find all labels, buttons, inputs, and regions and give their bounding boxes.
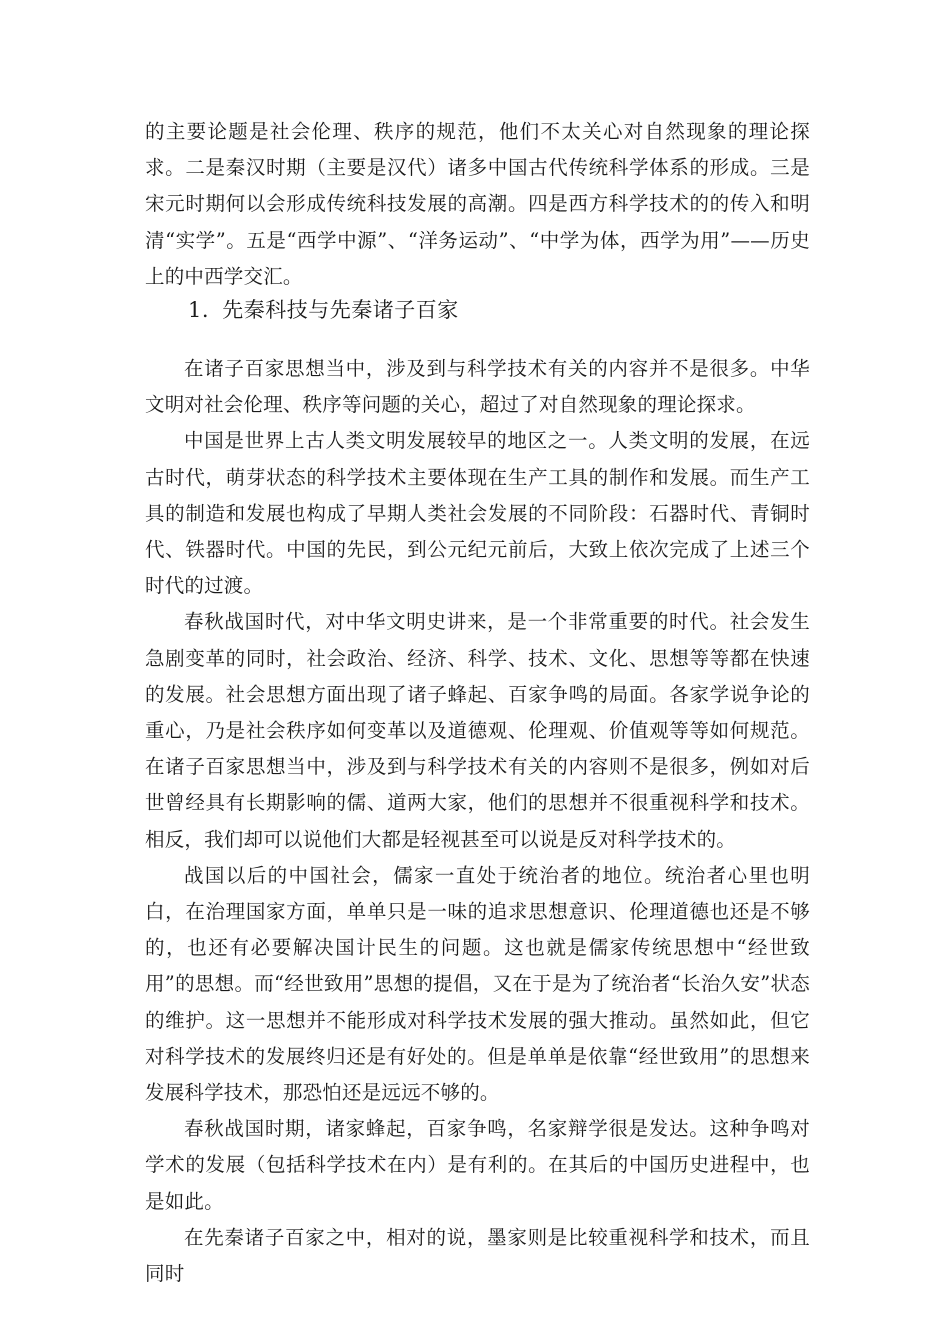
paragraph: 春秋战国时代，对中华文明史讲来，是一个非常重要的时代。社会发生急剧变革的同时，社会政治、经济、科学、技术、文化、思想等等都在快速的发展。社会思想方面出现了诸子蜂起、百家争鸣的局面。各家学说争论的重心，乃是社会秩序如何变革以及道德观、伦理观、价值观等等如何规范。在诸子百家思想当中，涉及到与科学技术有关的内容则不是很多，例如对后世曾经具有长期影响的儒、道两大家，他们的思想并不很重视科学和技术。相反，我们却可以说他们大都是轻视甚至可以说是反对科学技术的。	[145, 610, 810, 851]
paragraph: 春秋战国时期，诸家蜂起，百家争鸣，名家辩学很是发达。这种争鸣对学术的发展（包括科学技术在内）是有利的。在其后的中国历史进程中，也是如此。	[145, 1117, 810, 1213]
section-heading	[188, 290, 459, 330]
intro-paragraph-block	[145, 114, 810, 295]
paragraph: 在先秦诸子百家之中，相对的说，墨家则是比较重视科学和技术，而且同时	[145, 1225, 810, 1286]
paragraph: 中国是世界上古人类文明发展较早的地区之一。人类文明的发展，在远古时代，萌芽状态的科学技术主要体现在生产工具的制作和发展。而生产工具的制造和发展也构成了早期人类社会发展的不同阶段：石器时代、青铜时代、铁器时代。中国的先民，到公元纪元前后，大致上依次完成了上述三个时代的过渡。	[145, 429, 810, 598]
intro-paragraph: 的主要论题是社会伦理、秩序的规范，他们不太关心对自然现象的理论探求。二是秦汉时期（主要是汉代）诸多中国古代传统科学体系的形成。三是宋元时期何以会形成传统科技发展的高潮。四是西方科学技术的的传入和明清“实学”。五是“西学中源”、“洋务运动”、“中学为体，西学为用”——历史上的中西学交汇。	[145, 120, 810, 288]
body-text	[145, 351, 810, 1292]
paragraph: 在诸子百家思想当中，涉及到与科学技术有关的内容并不是很多。中华文明对社会伦理、秩序等问题的关心，超过了对自然现象的理论探求。	[145, 357, 810, 417]
section-title: 先秦科技与先秦诸子百家	[222, 298, 459, 322]
section-number: 1.	[188, 298, 210, 322]
paragraph: 战国以后的中国社会，儒家一直处于统治者的地位。统治者心里也明白，在治理国家方面，单单只是一味的追求思想意识、伦理道德也还是不够的，也还有必要解决国计民生的问题。这也就是儒家传统思想中“经世致用”的思想。而“经世致用”思想的提倡，又在于是为了统治者“长治久安”状态的维护。这一思想并不能形成对科学技术发展的强大推动。虽然如此，但它对科学技术的发展终归还是有好处的。但是单单是依靠“经世致用”的思想来发展科学技术，那恐怕还是远远不够的。	[145, 863, 810, 1105]
